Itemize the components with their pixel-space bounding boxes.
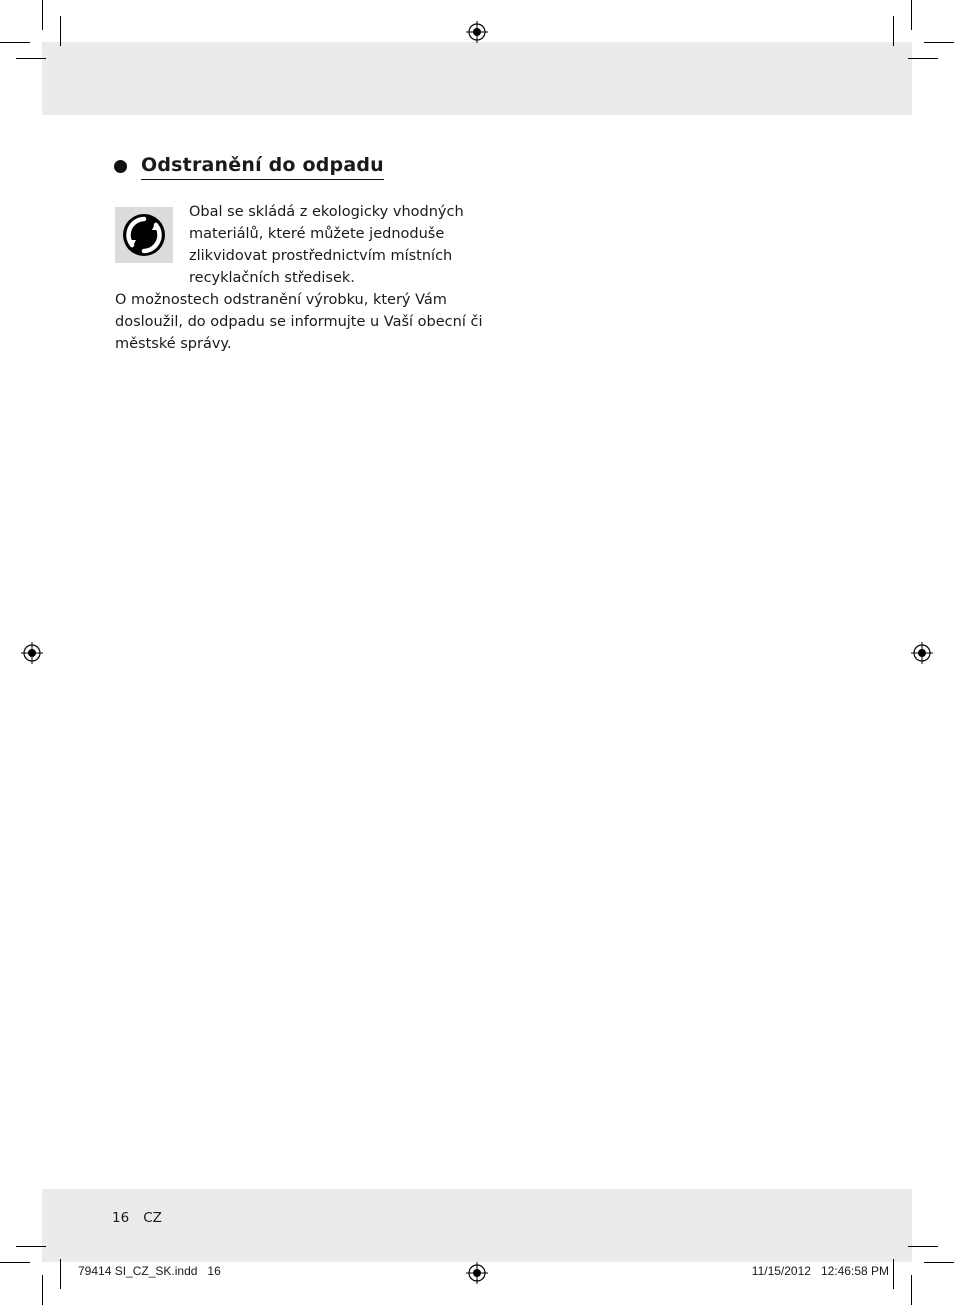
- language-code: CZ: [143, 1210, 162, 1226]
- crop-mark: [893, 1259, 894, 1289]
- crop-mark: [924, 42, 954, 43]
- registration-mark-icon: [21, 642, 43, 664]
- header-band: [42, 42, 912, 115]
- crop-mark: [911, 0, 912, 30]
- section-title: Odstranění do odpadu: [141, 152, 384, 180]
- crop-mark: [42, 1275, 43, 1305]
- crop-mark: [0, 1262, 30, 1263]
- registration-mark-icon: [466, 21, 488, 43]
- crop-mark: [42, 0, 43, 30]
- crop-mark: [16, 58, 46, 59]
- crop-mark: [908, 1246, 938, 1247]
- crop-mark: [16, 1246, 46, 1247]
- crop-mark: [60, 16, 61, 46]
- disposal-info-paragraph: O možnostech odstranění výrobku, který Vám dosloužil, do odpadu se informujte u Vaší obecní či městské správy.: [115, 292, 483, 352]
- recycling-paragraph: Obal se skládá z ekologicky vhodných materiálů, které můžete jednoduše zlikvidovat prostřednictvím místních recyklačních středisek.: [189, 204, 464, 286]
- page-footer: [112, 1210, 176, 1226]
- slug-file-info: 79414 SI_CZ_SK.indd 16: [78, 1264, 221, 1278]
- crop-mark: [924, 1262, 954, 1263]
- slug-datetime: 11/15/2012 12:46:58 PM: [751, 1264, 889, 1278]
- crop-mark: [908, 58, 938, 59]
- bullet-icon: [114, 160, 127, 173]
- green-dot-recycle-icon: [115, 207, 173, 263]
- crop-mark: [893, 16, 894, 46]
- page-number: 16: [112, 1210, 130, 1226]
- section-heading: [114, 152, 384, 180]
- registration-mark-icon: [466, 1262, 488, 1284]
- crop-mark: [0, 42, 30, 43]
- registration-mark-icon: [911, 642, 933, 664]
- crop-mark: [911, 1275, 912, 1305]
- crop-mark: [60, 1259, 61, 1289]
